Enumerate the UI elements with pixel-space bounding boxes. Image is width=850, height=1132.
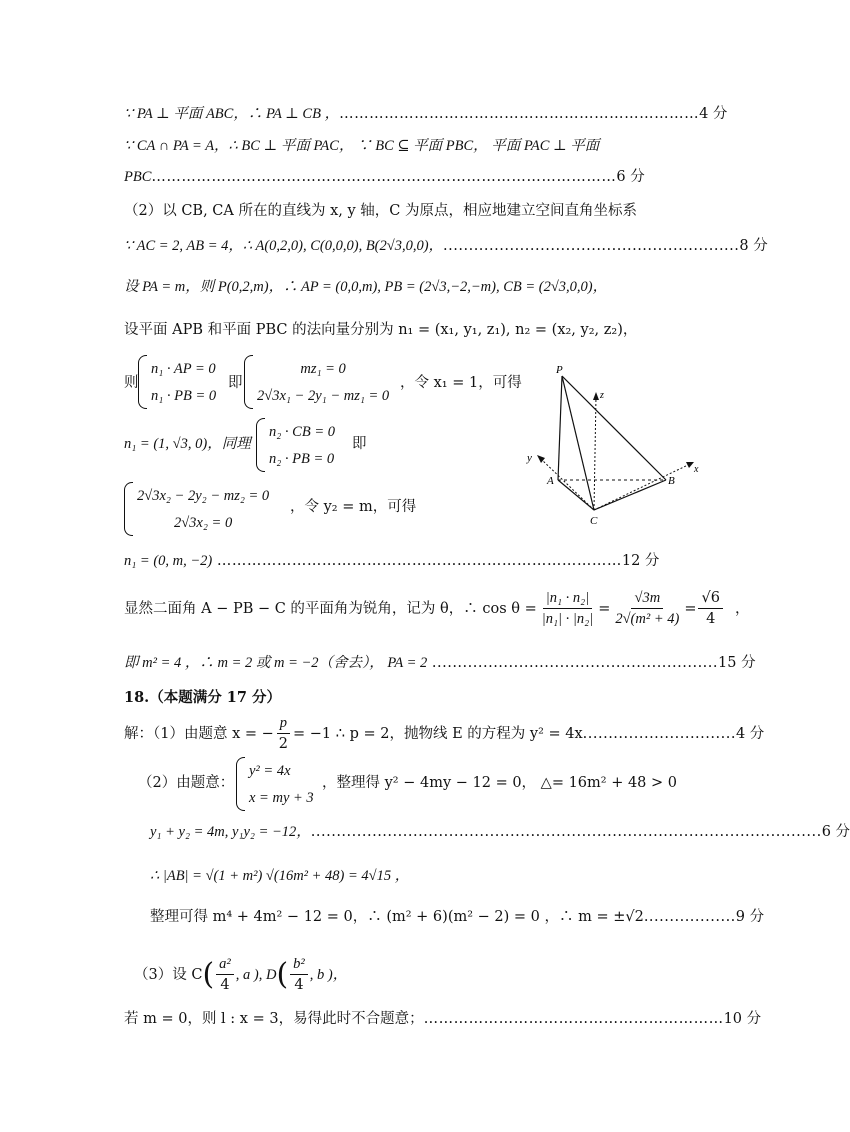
equation-system-1 (138, 355, 216, 409)
fraction (290, 954, 308, 995)
left-brace (138, 355, 147, 409)
equation: n₂ · CB = 0 (269, 423, 335, 440)
equation: mz₁ = 0 (300, 360, 346, 377)
fraction (216, 954, 234, 995)
numerator: √6 (698, 588, 722, 609)
z-axis (594, 396, 596, 510)
numerator: √3m (631, 588, 663, 609)
label-B: B (668, 475, 675, 487)
edge-PC (562, 376, 594, 510)
label-y: y (527, 452, 532, 464)
score: 6 分 (616, 169, 645, 185)
text: （2）以 CB, CA 所在的直线为 x, y 轴，C 为原点，相应地建立空间直角坐标系 (124, 203, 637, 219)
edge-AC (558, 480, 594, 510)
equals: = (684, 600, 697, 617)
text: ∵ CA ∩ PA = A，∴ BC ⊥ 平面 PAC， ∵ BC ⊆ 平面 PBC， 平面 PAC ⊥ 平面 (124, 138, 600, 154)
left-brace (124, 482, 133, 536)
text: 则 (124, 375, 139, 391)
text: ，整理得 y² − 4my − 12 = 0， △= 16m² + 48 > 0 (322, 775, 678, 791)
text: n₁ = (1, √3, 0)，同理 (124, 436, 251, 452)
solution-line-2-tail (322, 773, 677, 793)
text: ，令 x₁ = 1，可得 (400, 375, 522, 391)
proof-line-2 (124, 136, 599, 156)
denominator: 4 (294, 977, 304, 993)
equation: x = my + 3 (249, 789, 314, 806)
denominator: 2√(m² + 4) (615, 611, 680, 627)
text: ∵ AC = 2, AB = 4，∴ A(0,2,0), C(0,0,0), B(2√3,0,0)， (124, 238, 444, 254)
equals: = (598, 600, 611, 617)
solution-line-1 (124, 713, 764, 754)
equation-system-4 (124, 482, 269, 536)
text: , a ), D (235, 966, 277, 983)
score: 8 分 (739, 238, 768, 254)
proof-line-5 (124, 236, 768, 256)
text: 18.（本题满分 17 分） (124, 689, 282, 706)
solution-line-5 (150, 907, 764, 927)
fraction (276, 713, 291, 754)
fraction (539, 588, 596, 629)
leader-dots: ……………………………………………………………………… (216, 553, 622, 569)
leader-dots: …………………………………………………… (423, 1011, 724, 1027)
proof-line-7 (124, 320, 637, 340)
proof-line-4 (124, 201, 637, 221)
text: 解：（1）由题意 x = − (124, 725, 274, 742)
proof-line-9-tail (352, 434, 367, 454)
label-x: x (694, 464, 699, 475)
score: 4 分 (735, 725, 765, 742)
paren-open: ( (276, 956, 289, 992)
label-A: A (547, 475, 554, 487)
paren-open: ( (202, 956, 215, 992)
score: 12 分 (621, 553, 660, 569)
numerator: |n₁ · n₂| (543, 588, 592, 609)
label-P: P (556, 364, 563, 376)
label-z: z (600, 390, 604, 401)
score: 9 分 (735, 909, 765, 925)
equation: 2√3x₂ − 2y₂ − mz₂ = 0 (137, 487, 270, 504)
text: ∴ |AB| = √(1 + m²) √(16m² + 48) = 4√15 ， (150, 868, 410, 884)
denominator: |n₁| · |n₂| (541, 611, 594, 627)
solution-line-7 (124, 1009, 761, 1029)
proof-line-11 (124, 551, 659, 571)
leader-dots: ……………………………………………………………… (339, 106, 700, 122)
equation: n₁ · AP = 0 (151, 360, 216, 377)
edge-CB (594, 480, 666, 510)
proof-line-9 (124, 434, 251, 454)
leader-dots: .................. (643, 909, 736, 925)
text: 若 m = 0，则 l : x = 3，易得此时不合题意； (124, 1011, 424, 1027)
x-axis-arrow (686, 462, 694, 468)
text: 显然二面角 A − PB − C 的平面角为锐角，记为 θ，∴ cos θ = (124, 600, 537, 617)
equation: 2√3x₂ = 0 (173, 514, 233, 531)
question-header (124, 688, 281, 708)
text: PBC (124, 169, 152, 185)
fraction (698, 588, 722, 629)
equation: 2√3x₁ − 2y₁ − mz₁ = 0 (257, 387, 390, 404)
text: y₁ + y₂ = 4m, y₁y₂ = −12， (150, 824, 311, 840)
leader-dots: ........................................................ (431, 655, 719, 671)
numerator: b² (290, 954, 308, 975)
proof-line-1 (124, 104, 727, 124)
score: 4 分 (699, 106, 728, 122)
left-brace (244, 355, 253, 409)
edge-PA (558, 376, 562, 480)
proof-line-10-tail (290, 497, 416, 517)
edge-PB (562, 376, 666, 480)
z-axis-arrow (593, 392, 599, 400)
score: 15 分 (718, 655, 756, 671)
equation: n₂ · PB = 0 (269, 450, 335, 467)
proof-line-12 (124, 588, 749, 629)
proof-line-8-prefix (124, 373, 139, 393)
equation-system-2 (244, 355, 389, 409)
text: 即 (228, 375, 243, 391)
text: n₁ = (0, m, −2) (124, 553, 213, 569)
text: 设平面 APB 和平面 PBC 的法向量分别为 n₁ = (x₁, y₁, z₁), n₂ = (x₂, y₂, z₂)， (124, 322, 638, 338)
denominator: 4 (706, 611, 716, 627)
tetrahedron-figure (520, 360, 720, 540)
numerator: p (277, 713, 290, 734)
solution-line-6 (134, 954, 347, 995)
text: 设 PA = m，则 P(0,2,m)，∴ AP = (0,0,m), PB = (2√3,−2,−m), CB = (2√3,0,0)， (124, 279, 608, 295)
text: ∵ PA ⊥ 平面 ABC，∴ PA ⊥ CB ， (124, 106, 340, 122)
text: , b )， (309, 966, 348, 983)
score: 10 分 (723, 1011, 762, 1027)
equation: y² = 4x (249, 762, 291, 779)
x-axis (594, 464, 690, 510)
proof-line-3 (124, 167, 645, 187)
text: 整理可得 m⁴ + 4m² − 12 = 0，∴ (m² + 6)(m² − 2) = 0 ，∴ m = ±√2 (150, 909, 644, 925)
leader-dots: .......................................................... (443, 238, 740, 254)
text: ， (734, 600, 750, 617)
numerator: a² (216, 954, 234, 975)
proof-line-8-tail (400, 373, 522, 393)
text: 即 m² = 4 ，∴ m = 2 或 m = −2（舍去）， PA = 2 (124, 655, 428, 671)
equation-system-3 (256, 418, 335, 472)
solution-line-4 (150, 866, 409, 886)
text: = −1 ∴ p = 2，抛物线 E 的方程为 y² = 4x (293, 725, 583, 742)
text: ，令 y₂ = m，可得 (290, 499, 417, 515)
score: 6 分 (821, 824, 850, 840)
leader-dots: ………………………………………………………………………………… (151, 169, 617, 185)
denominator: 2 (278, 736, 289, 752)
text: （2）由题意： (138, 775, 235, 791)
text: （3）设 C (134, 966, 203, 983)
solution-line-2-prefix (138, 773, 234, 793)
text: 即 (352, 436, 367, 452)
proof-line-13 (124, 653, 756, 673)
leader-dots: .................................................................................................... (310, 824, 822, 840)
proof-line-8-mid (228, 373, 243, 393)
label-C: C (590, 515, 598, 527)
left-brace (236, 757, 245, 811)
denominator: 4 (220, 977, 230, 993)
equation-system-5 (236, 757, 314, 811)
fraction (612, 588, 682, 629)
solution-line-3 (150, 822, 850, 842)
equation: n₁ · PB = 0 (151, 387, 217, 404)
left-brace (256, 418, 265, 472)
leader-dots: .............................. (582, 725, 736, 742)
proof-line-6 (124, 277, 607, 297)
